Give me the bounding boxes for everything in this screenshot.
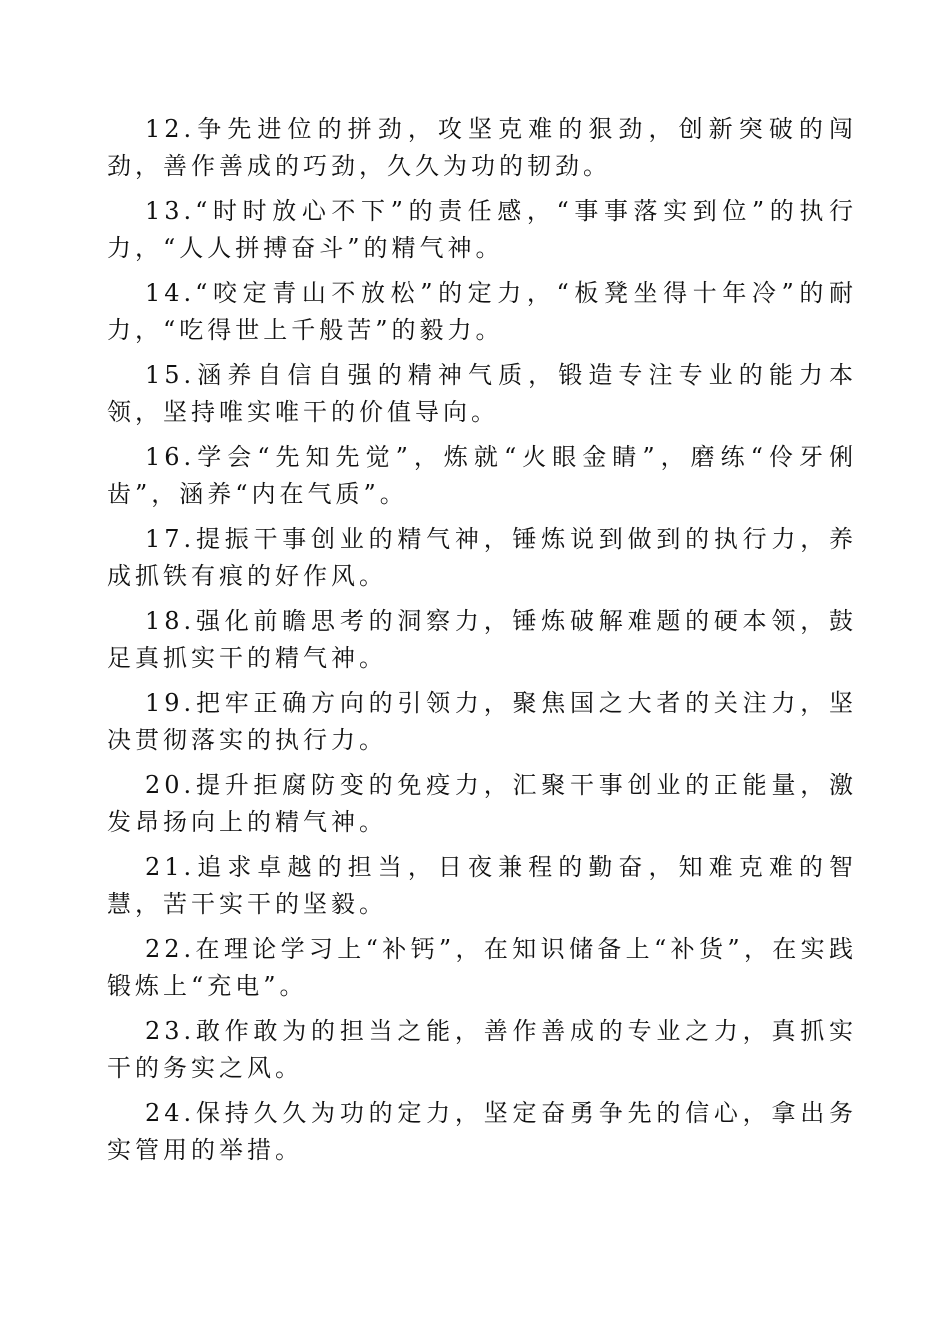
- list-item: 13.“时时放心不下”的责任感，“事事落实到位”的执行力，“人人拼搏奋斗”的精气神。: [107, 197, 857, 262]
- list-item: 16.学会“先知先觉”，炼就“火眼金睛”，磨练“伶牙俐齿”，涵养“内在气质”。: [107, 443, 857, 508]
- list-item: 19.把牢正确方向的引领力，聚焦国之大者的关注力，坚决贯彻落实的执行力。: [107, 689, 857, 754]
- document-body: [107, 111, 857, 1177]
- list-item: 18.强化前瞻思考的洞察力，锤炼破解难题的硬本领，鼓足真抓实干的精气神。: [107, 607, 857, 672]
- list-item: 15.涵养自信自强的精神气质，锻造专注专业的能力本领，坚持唯实唯干的价值导向。: [107, 361, 857, 426]
- list-item: 24.保持久久为功的定力，坚定奋勇争先的信心，拿出务实管用的举措。: [107, 1099, 857, 1164]
- list-item: 17.提振干事创业的精气神，锤炼说到做到的执行力，养成抓铁有痕的好作风。: [107, 525, 857, 590]
- list-item: 12.争先进位的拼劲，攻坚克难的狠劲，创新突破的闯劲，善作善成的巧劲，久久为功的韧劲。: [107, 115, 857, 180]
- list-item: 22.在理论学习上“补钙”，在知识储备上“补货”，在实践锻炼上“充电”。: [107, 935, 857, 1000]
- list-item: 20.提升拒腐防变的免疫力，汇聚干事创业的正能量，激发昂扬向上的精气神。: [107, 771, 857, 836]
- list-item: 23.敢作敢为的担当之能，善作善成的专业之力，真抓实干的务实之风。: [107, 1017, 857, 1082]
- list-item: 21.追求卓越的担当，日夜兼程的勤奋，知难克难的智慧，苦干实干的坚毅。: [107, 853, 857, 918]
- list-item: 14.“咬定青山不放松”的定力，“板凳坐得十年冷”的耐力，“吃得世上千般苦”的毅力。: [107, 279, 857, 344]
